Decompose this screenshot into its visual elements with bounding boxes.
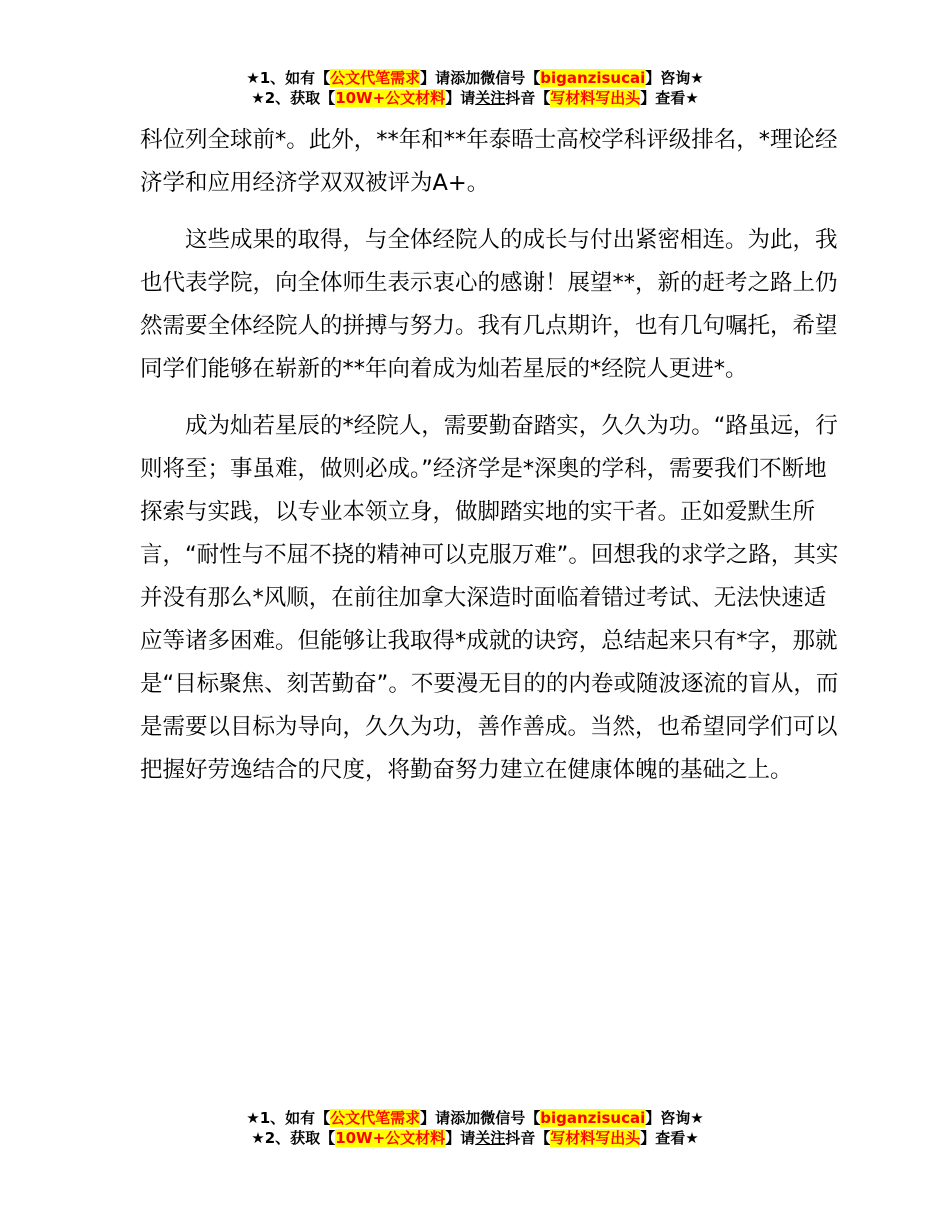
ad-text: 抖音【 (505, 1129, 551, 1147)
ad-text: ★1、如有【 (246, 1109, 331, 1127)
ad-text: 】请 (420, 1109, 451, 1127)
ad-emphasis: 关注 (475, 89, 506, 107)
ad-text: ★1、如有【 (246, 69, 331, 87)
ad-text: 抖音【 (505, 89, 551, 107)
document-body (140, 119, 840, 806)
ad-highlight-materials: 10W+公文材料 (335, 89, 446, 107)
footer-ad (0, 1108, 950, 1148)
ad-text: 】查看★ (640, 89, 699, 107)
ad-emphasis: 添加 (450, 69, 481, 87)
header-ad-line-2 (0, 88, 950, 108)
ad-highlight-douyin-account: 写材料写出头 (550, 1129, 641, 1147)
ad-highlight-douyin-account: 写材料写出头 (550, 89, 641, 107)
ad-emphasis: 添加 (450, 1109, 481, 1127)
body-paragraph: 这些成果的取得，与全体经院人的成长与付出紧密相连。为此，我也代表学院，向全体师生表示衷心的感谢！展望**，新的赶考之路上仍然需要全体经院人的拼搏与努力。我有几点期许，也有几句嘱托，希望同学们能够在崭新的**年向着成为灿若星辰的*经院人更进*。 (140, 227, 838, 382)
ad-text: 】咨询★ (645, 1109, 704, 1127)
ad-text: 】请 (445, 89, 476, 107)
header-ad-line-1 (0, 68, 950, 88)
ad-highlight-service: 公文代笔需求 (330, 69, 421, 87)
ad-text: 微信号【 (480, 69, 541, 87)
footer-ad-line-1 (0, 1108, 950, 1128)
ad-text: 】请 (445, 1129, 476, 1147)
ad-text: ★2、获取【 (251, 1129, 336, 1147)
ad-text: 】请 (420, 69, 451, 87)
header-ad (0, 68, 950, 108)
ad-text: 微信号【 (480, 1109, 541, 1127)
ad-highlight-wechat-id: biganzisucai (540, 1109, 646, 1127)
ad-text: ★2、获取【 (251, 89, 336, 107)
ad-highlight-service: 公文代笔需求 (330, 1109, 421, 1127)
body-paragraph: 成为灿若星辰的*经院人，需要勤奋踏实，久久为功。“路虽远，行则将至；事虽难，做则必成。”经济学是*深奥的学科，需要我们不断地探索与实践，以专业本领立身，做脚踏实地的实干者。正如爱默生所言，“耐性与不屈不挠的精神可以克服万难”。回想我的求学之路，其实并没有那么*风顺，在前往加拿大深造时面临着错过考试、无法快速适应等诸多困难。但能够让我取得*成就的诀窍，总结起来只有*字，那就是“目标聚焦、刻苦勤奋”。不要漫无目的的内卷或随波逐流的盲从，而是需要以目标为导向，久久为功，善作善成。当然，也希望同学们可以把握好劳逸结合的尺度，将勤奋努力建立在健康体魄的基础之上。 (140, 413, 839, 783)
footer-ad-line-2 (0, 1128, 950, 1148)
ad-text: 】咨询★ (645, 69, 704, 87)
ad-emphasis: 关注 (475, 1129, 506, 1147)
body-paragraph: 科位列全球前*。此外，**年和**年泰晤士高校学科评级排名，*理论经济学和应用经济学双双被评为A+。 (140, 127, 838, 196)
ad-highlight-wechat-id: biganzisucai (540, 69, 646, 87)
ad-highlight-materials: 10W+公文材料 (335, 1129, 446, 1147)
ad-text: 】查看★ (640, 1129, 699, 1147)
